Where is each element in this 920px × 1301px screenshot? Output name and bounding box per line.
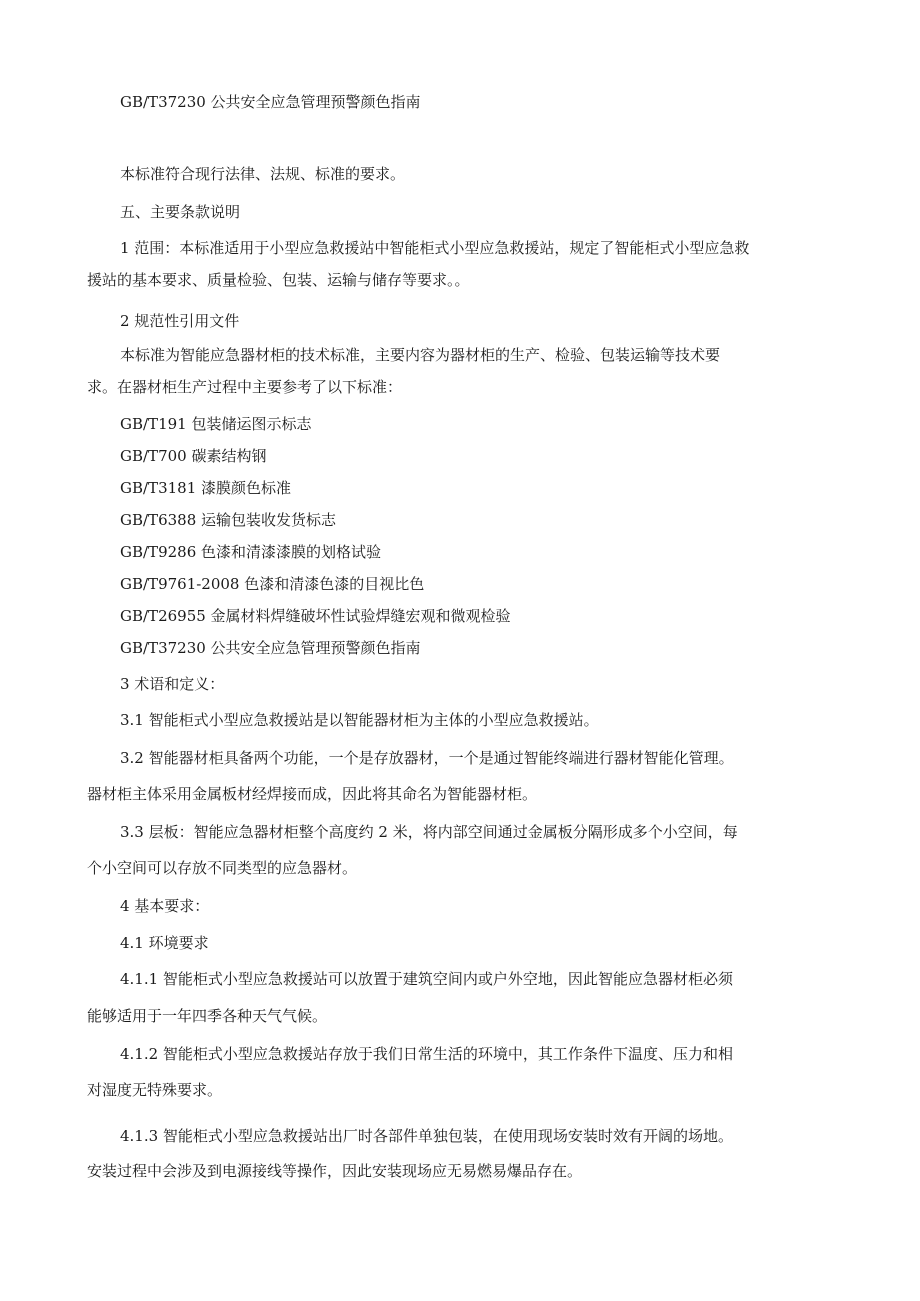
- paragraph-line: 1 范围：本标准适用于小型应急救援站中智能柜式小型应急救援站，规定了智能柜式小型应急救: [120, 239, 750, 257]
- section-heading: 五、主要条款说明: [120, 203, 241, 221]
- reference-standard-line: GB/T3181 漆膜颜色标准: [120, 479, 292, 497]
- definition-line: 3.1 智能柜式小型应急救援站是以智能器材柜为主体的小型应急救援站。: [120, 711, 599, 729]
- clause-line: 4.1.2 智能柜式小型应急救援站存放于我们日常生活的环境中，其工作条件下温度、压力和相: [120, 1045, 733, 1063]
- clause-heading: 4.1 环境要求: [120, 934, 209, 952]
- clause-line: 4.1.1 智能柜式小型应急救援站可以放置于建筑空间内或户外空地，因此智能应急器材柜必须: [120, 970, 733, 988]
- reference-standard-line: GB/T6388 运输包装收发货标志: [120, 511, 337, 529]
- clause-line: 4.1.3 智能柜式小型应急救援站出厂时各部件单独包装，在使用现场安装时效有开阔的场地。: [120, 1127, 733, 1145]
- reference-standard-line: GB/T191 包装储运图示标志: [120, 415, 312, 433]
- clause-line: 能够适用于一年四季各种天气气候。: [87, 1007, 328, 1025]
- clause-line: 安装过程中会涉及到电源接线等操作，因此安装现场应无易燃易爆品存在。: [87, 1162, 583, 1180]
- reference-standard-line: GB/T26955 金属材料焊缝破坏性试验焊缝宏观和微观检验: [120, 607, 511, 625]
- definition-line: 3.3 层板：智能应急器材柜整个高度约 2 米，将内部空间通过金属板分隔形成多个小空间，每: [120, 823, 738, 841]
- paragraph-line: 求。在器材柜生产过程中主要参考了以下标准：: [87, 378, 403, 396]
- definition-line: 器材柜主体采用金属板材经焊接而成，因此将其命名为智能器材柜。: [87, 785, 538, 803]
- reference-standard-line: GB/T37230 公共安全应急管理预警颜色指南: [120, 639, 421, 657]
- paragraph-line: 援站的基本要求、质量检验、包装、运输与储存等要求。。: [87, 271, 470, 289]
- definition-line: 个小空间可以存放不同类型的应急器材。: [87, 859, 358, 877]
- paragraph-line: 本标准为智能应急器材柜的技术标准，主要内容为器材柜的生产、检验、包装运输等技术要: [120, 346, 721, 364]
- compliance-statement: 本标准符合现行法律、法规、标准的要求。: [120, 165, 406, 183]
- subsection-heading: 2 规范性引用文件: [120, 312, 240, 330]
- reference-standard-line: GB/T37230 公共安全应急管理预警颜色指南: [120, 93, 421, 111]
- reference-standard-line: GB/T700 碳素结构钢: [120, 447, 267, 465]
- clause-line: 对湿度无特殊要求。: [87, 1081, 223, 1099]
- reference-standard-line: GB/T9761-2008 色漆和清漆色漆的目视比色: [120, 575, 425, 593]
- definition-line: 3.2 智能器材柜具备两个功能，一个是存放器材，一个是通过智能终端进行器材智能化管理。: [120, 749, 734, 767]
- reference-standard-line: GB/T9286 色漆和清漆漆膜的划格试验: [120, 543, 382, 561]
- subsection-heading: 4 基本要求：: [120, 897, 210, 915]
- subsection-heading: 3 术语和定义：: [120, 675, 225, 693]
